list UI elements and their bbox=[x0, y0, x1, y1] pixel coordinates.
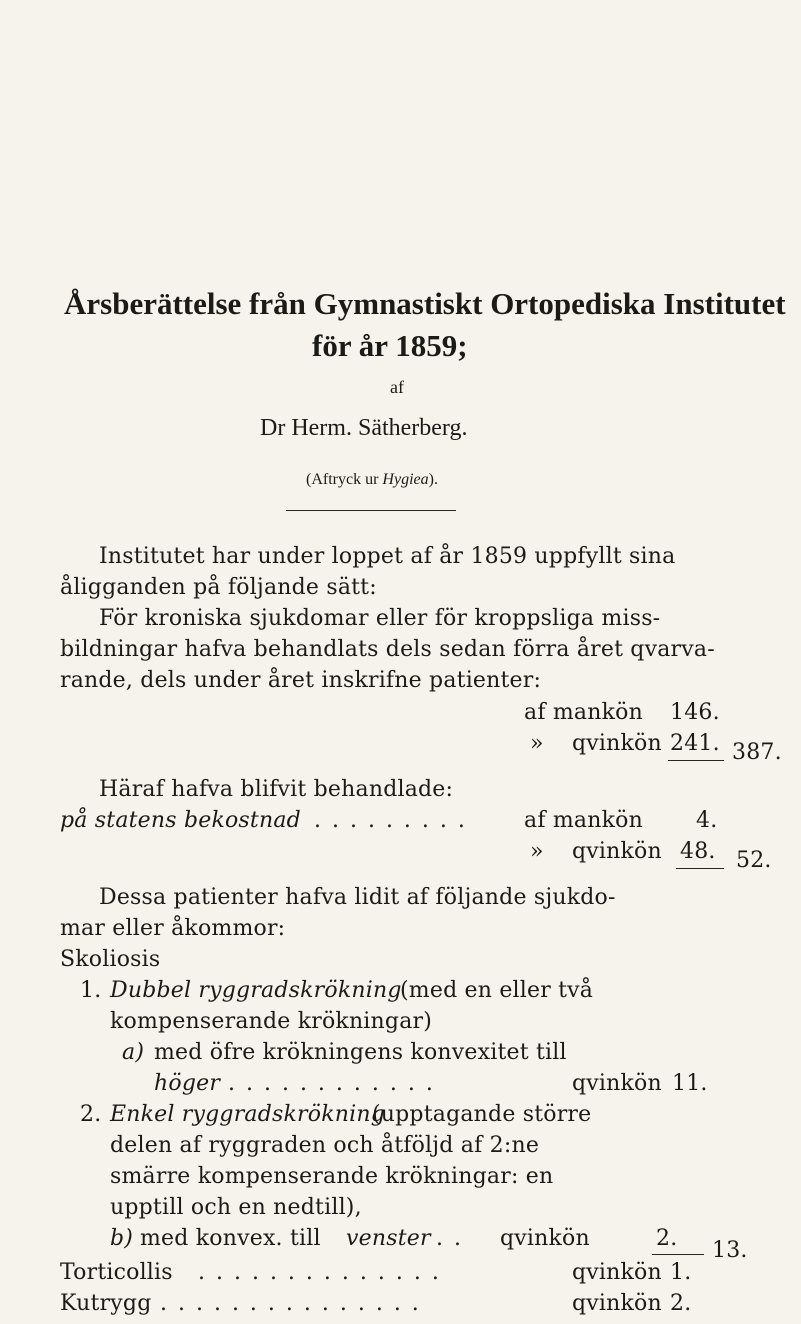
state-heading: Häraf hafva blifvit behandlade: bbox=[99, 777, 454, 802]
state-female-label: qvinkön bbox=[572, 839, 662, 864]
item2-number: 2. bbox=[80, 1102, 102, 1127]
item2-desc: (upptagande större bbox=[372, 1102, 592, 1127]
reprint-note: (Aftryck ur Hygiea). bbox=[306, 471, 438, 488]
item1a-word: höger bbox=[154, 1071, 221, 1096]
torticollis-label: Torticollis bbox=[60, 1260, 173, 1285]
torticollis-value: 1. bbox=[670, 1260, 692, 1285]
item2b-word: venster bbox=[346, 1226, 431, 1251]
totals-sum: 387. bbox=[732, 740, 782, 765]
byline-af: af bbox=[390, 377, 404, 397]
item1-desc: (med en eller två bbox=[400, 978, 594, 1003]
item2-desc-line: smärre kompenserande krökningar: en bbox=[110, 1164, 554, 1189]
item1-name: Dubbel ryggradskrökning bbox=[110, 978, 402, 1003]
skoliosis-sum: 13. bbox=[712, 1238, 748, 1263]
item1-desc-line2: kompenserande krökningar) bbox=[110, 1009, 433, 1034]
item2-desc-line: upptill och en nedtill), bbox=[110, 1195, 362, 1220]
state-sum: 52. bbox=[736, 848, 772, 873]
item2b-text: med konvex. till bbox=[140, 1226, 321, 1251]
state-label: på statens bekostnad bbox=[60, 808, 301, 833]
state-male-value: 4. bbox=[696, 808, 718, 833]
intro-line: åligganden på följande sätt: bbox=[60, 575, 377, 600]
intro-line: För kroniska sjukdomar eller för kroppsliga miss- bbox=[99, 606, 661, 631]
item1-number: 1. bbox=[80, 978, 102, 1003]
totals-female-value: 241. bbox=[670, 731, 720, 756]
state-female-value: 48. bbox=[680, 839, 716, 864]
item2-name: Enkel ryggradskrökning bbox=[110, 1102, 386, 1127]
item1a-value: 11. bbox=[672, 1071, 708, 1096]
diseases-intro-line: mar eller åkommor: bbox=[60, 916, 286, 941]
skoliosis-heading: Skoliosis bbox=[60, 947, 161, 972]
leader-dots: . . . . . . . . . bbox=[314, 808, 467, 833]
kutrygg-value: 2. bbox=[670, 1291, 692, 1316]
report-title-line1: Årsberättelse från Gymnastiskt Ortopediska Institutet bbox=[64, 286, 786, 321]
intro-line: Institutet har under loppet af år 1859 uppfyllt sina bbox=[99, 544, 676, 569]
sum-rule bbox=[676, 868, 724, 869]
intro-line: rande, dels under året inskrifne patienter: bbox=[60, 668, 542, 693]
item1a-text: med öfre krökningens konvexitet till bbox=[154, 1040, 567, 1065]
item1a-prefix: a) bbox=[122, 1040, 145, 1065]
ditto-mark: » bbox=[530, 839, 544, 864]
kutrygg-label: qvinkön bbox=[572, 1291, 662, 1316]
sum-rule bbox=[668, 760, 724, 761]
torticollis-label: qvinkön bbox=[572, 1260, 662, 1285]
leader-dots: . . . . . . . . . . . . . . bbox=[198, 1260, 441, 1285]
kutrygg-label: Kutrygg bbox=[60, 1291, 152, 1316]
totals-male-label: af mankön bbox=[524, 700, 643, 725]
sum-rule bbox=[652, 1254, 704, 1255]
ditto-mark: » bbox=[530, 731, 544, 756]
leader-dots: . . . . . . . . . . . . bbox=[228, 1071, 435, 1096]
item2b-prefix: b) bbox=[110, 1226, 134, 1251]
leader-dots: . . bbox=[436, 1226, 463, 1251]
report-title-line2: för år 1859; bbox=[312, 328, 468, 363]
leader-dots: . . . . . . . . . . . . . . . bbox=[160, 1291, 421, 1316]
intro-line: bildningar hafva behandlats dels sedan förra året qvarva- bbox=[60, 637, 715, 662]
item2b-label: qvinkön bbox=[500, 1226, 590, 1251]
item2b-value: 2. bbox=[656, 1226, 678, 1251]
totals-female-label: qvinkön bbox=[572, 731, 662, 756]
item2-desc-line: delen af ryggraden och åtföljd af 2:ne bbox=[110, 1133, 540, 1158]
header-divider bbox=[286, 510, 456, 511]
author-name: Dr Herm. Sätherberg. bbox=[260, 415, 468, 441]
state-male-label: af mankön bbox=[524, 808, 643, 833]
diseases-intro-line: Dessa patienter hafva lidit af följande sjukdo- bbox=[99, 885, 616, 910]
item1a-label: qvinkön bbox=[572, 1071, 662, 1096]
totals-male-value: 146. bbox=[670, 700, 720, 725]
